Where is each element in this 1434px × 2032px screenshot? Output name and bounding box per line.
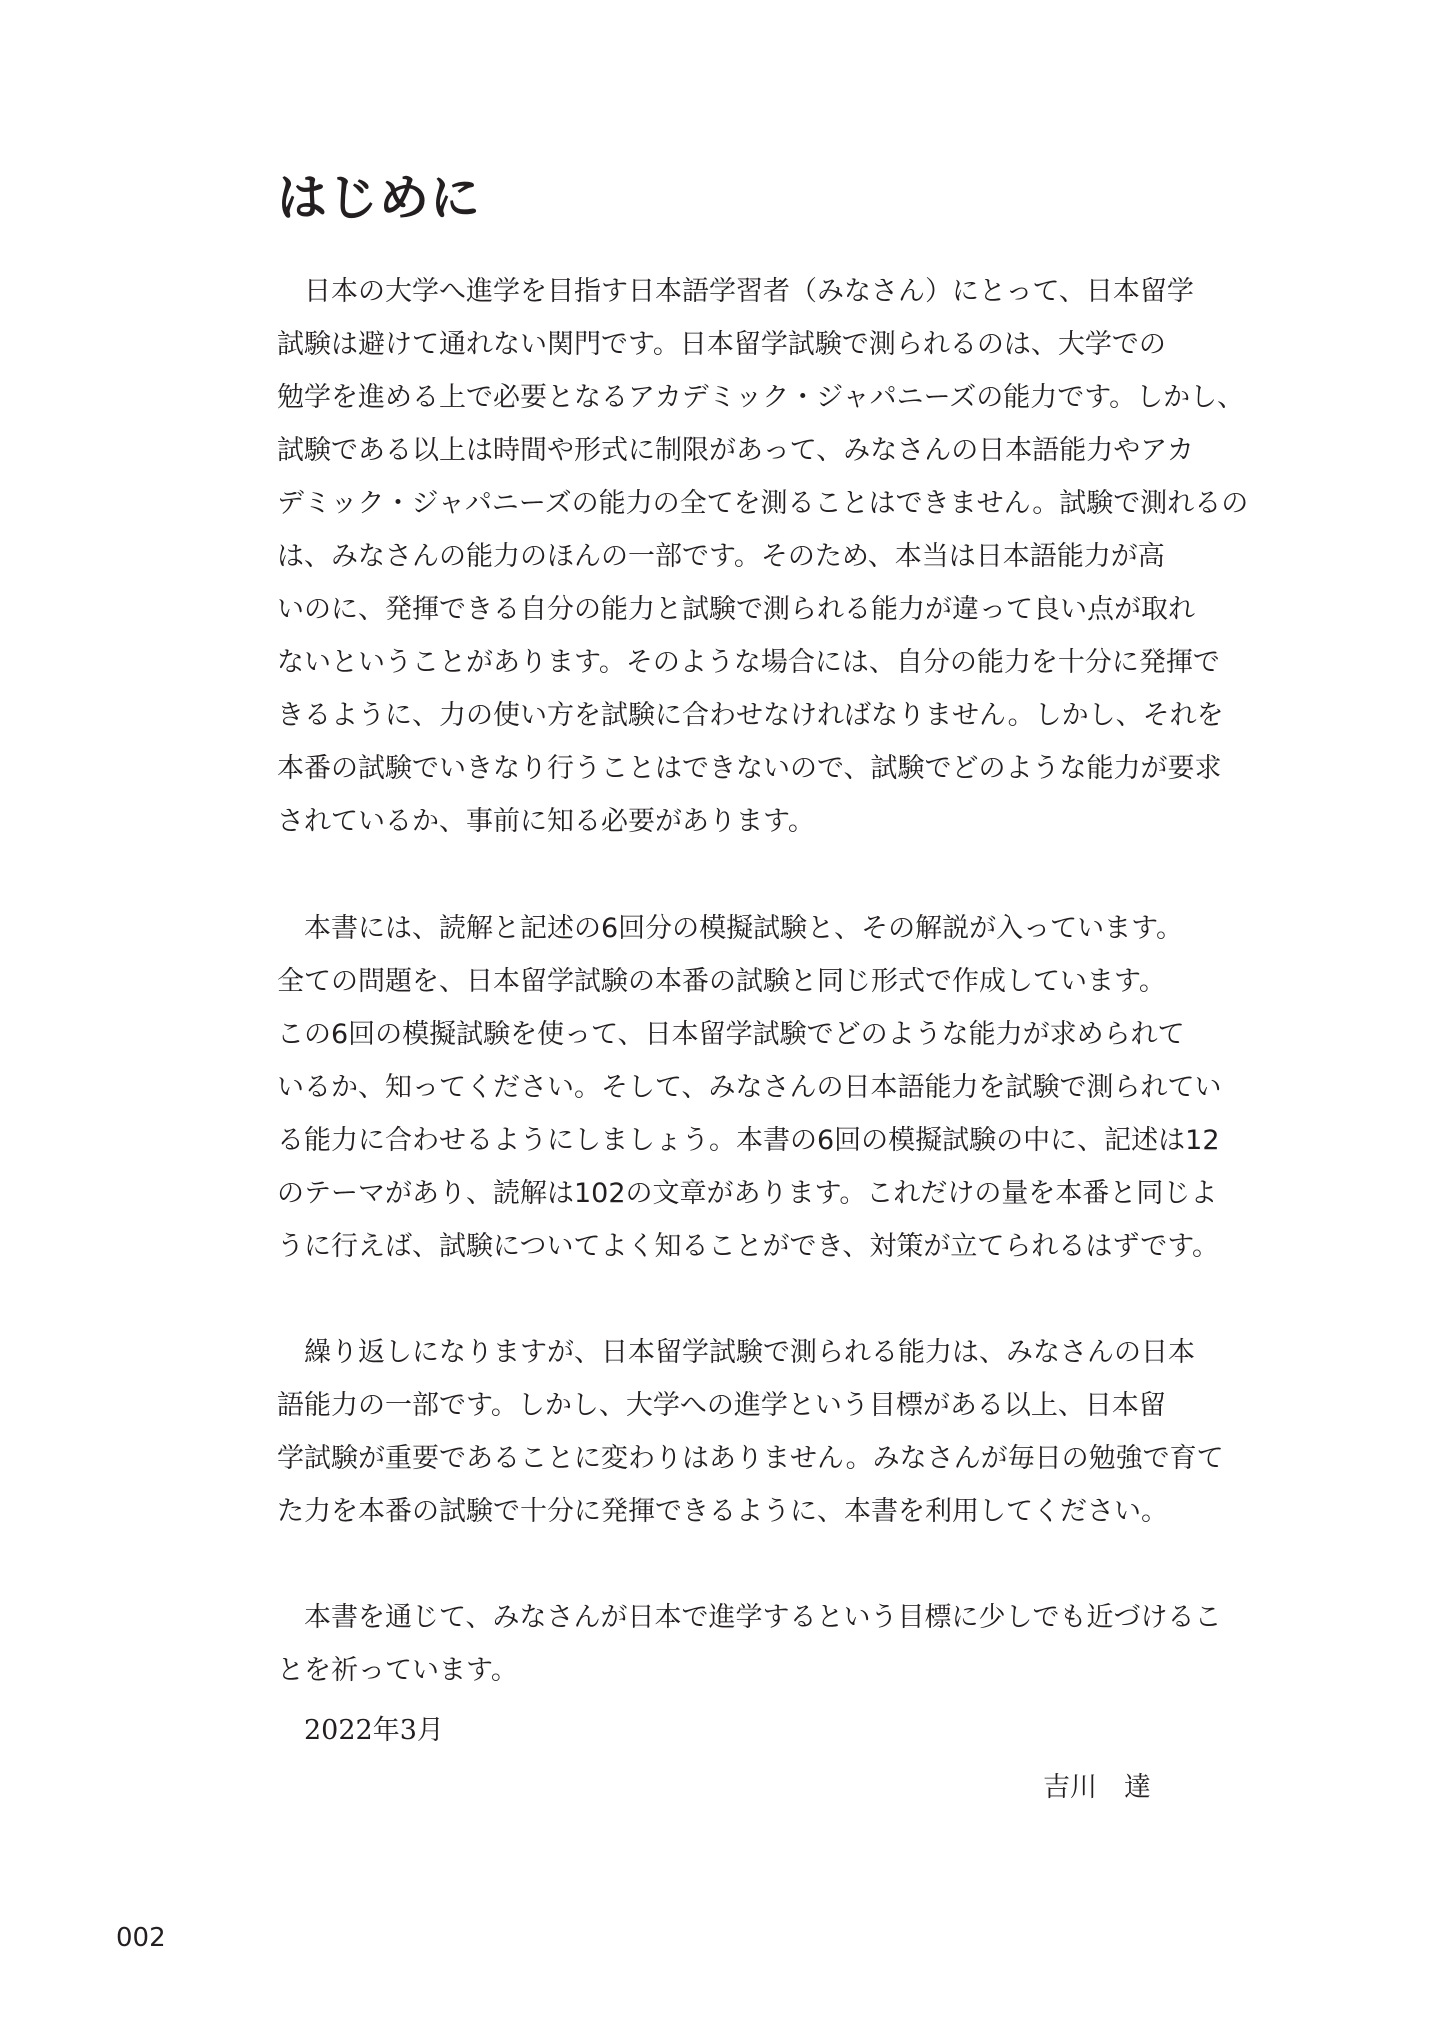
- page-number: 002: [116, 1923, 166, 1953]
- text-line: きるように、力の使い方を試験に合わせなければなりません。しかし、それを: [277, 700, 1224, 731]
- text-line: ないということがあります。そのような場合には、自分の能力を十分に発揮で: [277, 647, 1220, 678]
- text-line: デミック・ジャパニーズの能力の全てを測ることはできません。試験で測れるの: [277, 488, 1249, 519]
- text-line: うに行えば、試験についてよく知ることができ、対策が立てられるはずです。: [277, 1231, 1220, 1262]
- text-line: されているか、事前に知る必要があります。: [277, 806, 815, 837]
- text-line: 語能力の一部です。しかし、大学への進学という目標がある以上、日本留: [277, 1390, 1166, 1421]
- text-line: 日本の大学へ進学を目指す日本語学習者（みなさん）にとって、日本留学: [304, 276, 1194, 307]
- text-line: 学試験が重要であることに変わりはありません。みなさんが毎日の勉強で育て: [277, 1443, 1224, 1474]
- text-line: 勉学を進める上で必要となるアカデミック・ジャパニーズの能力です。しかし、: [277, 382, 1245, 413]
- page-title: はじめに: [277, 169, 481, 227]
- text-line: 全ての問題を、日本留学試験の本番の試験と同じ形式で作成しています。: [277, 966, 1166, 997]
- text-line: とを祈っています。: [277, 1655, 518, 1686]
- text-line: のテーマがあり、読解は102の文章があります。これだけの量を本番と同じよ: [277, 1178, 1218, 1209]
- text-line: 試験は避けて通れない関門です。日本留学試験で測られるのは、大学での: [277, 329, 1166, 360]
- text-line: る能力に合わせるようにしましょう。本書の6回の模擬試験の中に、記述は12: [277, 1125, 1220, 1156]
- date: 2022年3月: [304, 1715, 444, 1746]
- text-line: いるか、知ってください。そして、みなさんの日本語能力を試験で測られてい: [277, 1072, 1222, 1103]
- text-line: た力を本番の試験で十分に発揮できるように、本書を利用してください。: [277, 1496, 1168, 1527]
- author-name: 吉川 達: [1043, 1772, 1151, 1803]
- text-line: この6回の模擬試験を使って、日本留学試験でどのような能力が求められて: [277, 1019, 1185, 1050]
- text-line: は、みなさんの能力のほんの一部です。そのため、本当は日本語能力が高: [277, 541, 1165, 572]
- text-line: 繰り返しになりますが、日本留学試験で測られる能力は、みなさんの日本: [304, 1337, 1195, 1368]
- text-line: 本書を通じて、みなさんが日本で進学するという目標に少しでも近づけるこ: [304, 1602, 1222, 1633]
- text-line: 試験である以上は時間や形式に制限があって、みなさんの日本語能力やアカ: [277, 435, 1194, 466]
- text-line: 本番の試験でいきなり行うことはできないので、試験でどのような能力が要求: [277, 753, 1222, 784]
- text-line: 本書には、読解と記述の6回分の模擬試験と、その解説が入っています。: [304, 913, 1184, 944]
- text-line: いのに、発揮できる自分の能力と試験で測られる能力が違って良い点が取れ: [277, 594, 1195, 625]
